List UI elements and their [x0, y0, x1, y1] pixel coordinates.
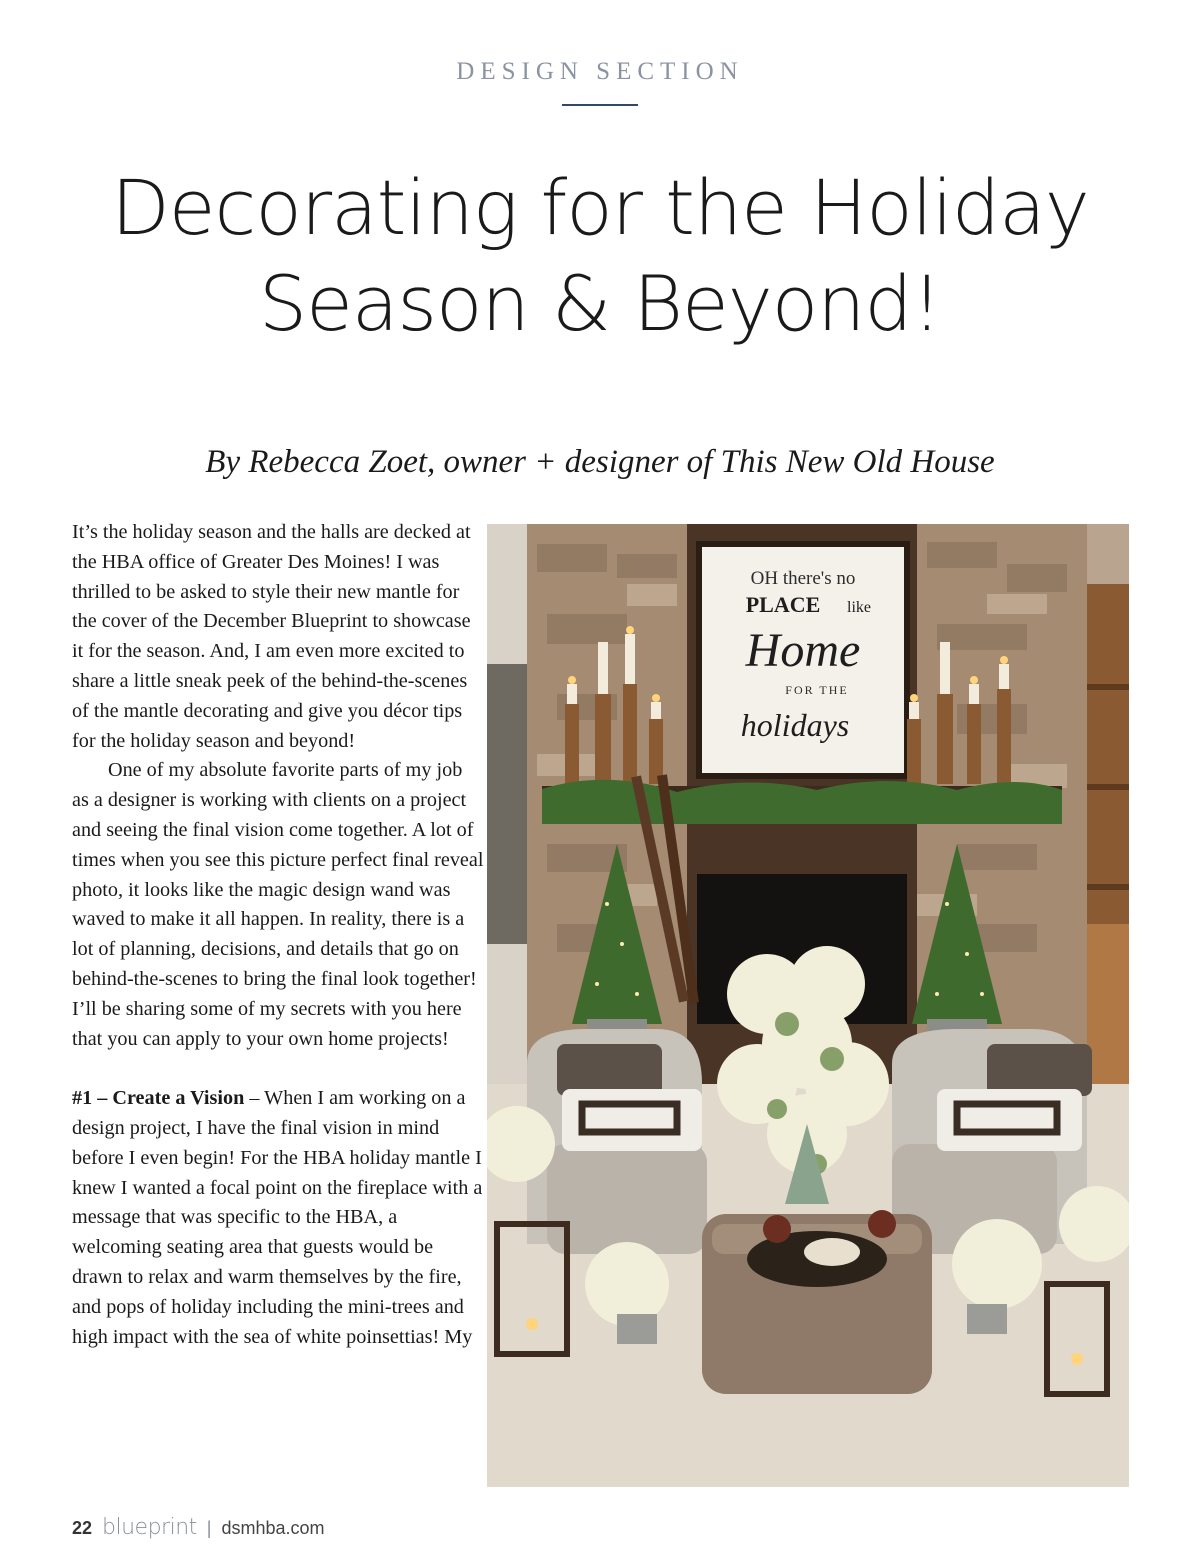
page-number: 22: [72, 1518, 93, 1538]
tip-body: – When I am working on a design project, I have the final vision in mind before I even begin! For the HBA holiday mantle I knew I wanted a focal point on the fireplace with a message that was specific to the HBA, a welcoming seating area that guests would be drawn to relax and warm themselves by the fire, and pops of holiday including the mini-trees and high impact with the sea of white poinsettias! My: [72, 1087, 483, 1348]
sign-line-3: Home: [745, 624, 861, 677]
page-footer: [72, 1515, 325, 1545]
sign-line-2: PLACE: [745, 592, 821, 617]
title-line-2: Season & Beyond!: [258, 259, 942, 348]
title-line-1: Decorating for the Holiday: [111, 163, 1089, 252]
sign-line-1: OH there's no: [750, 568, 856, 589]
paragraph-intro: It’s the holiday season and the halls are decked at the HBA office of Greater Des Moines! I was thrilled to be asked to style their new mantle for the cover of the December Blueprint to showcase it for the season. And, I am even more excited to share a little sneak peek of the behind-the-scenes of the mantle decorating and give you décor tips for the holiday season and beyond!: [72, 521, 471, 752]
byline: By Rebecca Zoet, owner + designer of This New Old House: [205, 444, 995, 480]
section-label: DESIGN SECTION: [456, 58, 744, 85]
article-body: [72, 518, 484, 1352]
article-title: [60, 160, 1140, 352]
tip-heading: #1 – Create a Vision: [72, 1087, 245, 1110]
blueprint-logo: blueprint: [102, 1515, 197, 1540]
footer-website[interactable]: dsmhba.com: [221, 1518, 325, 1538]
sign-line-4: FOR THE: [785, 683, 849, 697]
mantle-photo: [487, 524, 1129, 1487]
section-divider: [562, 104, 638, 106]
paragraph-favorite-parts: One of my absolute favorite parts of my job as a designer is working with clients on a project and seeing the final vision come together. A lot of times when you see this picture perfect final reveal photo, it looks like the magic design wand was waved to make it all happen. In reality, there is a lot of planning, decisions, and details that go on behind-the-scenes to bring the final look together! I’ll be sharing some of my secrets with you here that you can apply to your own home projects!: [72, 759, 484, 1050]
footer-separator: |: [206, 1518, 212, 1538]
sign-line-5: holidays: [740, 707, 850, 743]
sign-line-2b: like: [847, 599, 871, 616]
paragraph-create-vision: [72, 1084, 484, 1352]
